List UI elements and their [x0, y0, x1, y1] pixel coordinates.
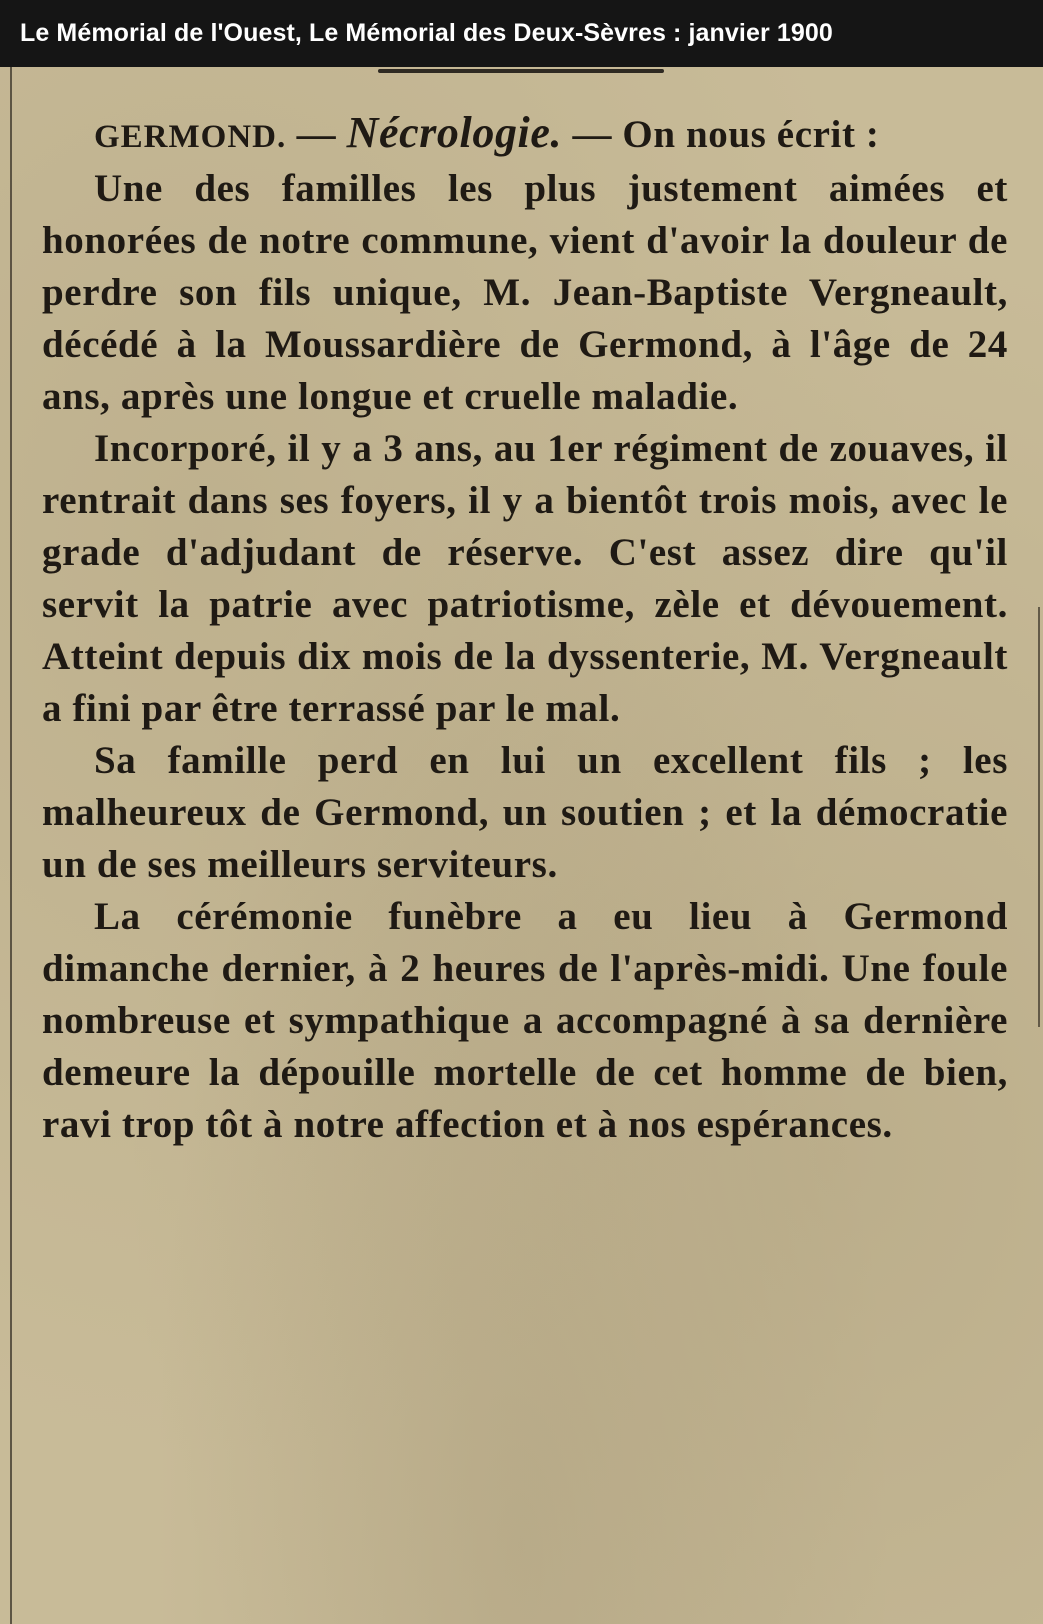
title-bar — [0, 0, 1043, 67]
paragraph-3: Sa famille perd en lui un excellent fils ; les malheureux de Germond, un soutien ; et la démocratie un de ses meilleurs serviteurs. — [42, 739, 1008, 886]
newspaper-clipping — [0, 67, 1043, 1624]
paragraph-2: Incorporé, il y a 3 ans, au 1er régiment de zouaves, il rentrait dans ses foyers, il y a bientôt trois mois, avec le grade d'adjudant de réserve. C'est assez dire qu'il servit la patrie avec patriotisme, zèle et dévouement. Atteint depuis dix mois de la dyssenterie, M. Vergneault a fini par être terrassé par le mal. — [42, 427, 1008, 730]
column-rule-right — [1038, 607, 1040, 1027]
dateline: GERMOND. — [94, 119, 287, 155]
paragraph-1: Une des familles les plus justement aimées et honorées de notre commune, vient d'avoir la douleur de perdre son fils unique, M. Jean-Baptiste Vergneault, décédé à la Moussardière de Germond, à l'âge de 24 ans, après une longue et cruelle maladie. — [42, 167, 1008, 418]
lead-in: — On nous écrit : — [562, 113, 880, 156]
document-title: Le Mémorial de l'Ouest, Le Mémorial des Deux-Sèvres : janvier 1900 — [20, 19, 833, 47]
rubric: Nécrologie. — [346, 108, 563, 157]
article-headline — [42, 107, 1008, 163]
obituary-article — [42, 107, 1008, 1151]
paragraph-4: La cérémonie funèbre a eu lieu à Germond dimanche dernier, à 2 heures de l'après-midi. Une foule nombreuse et sympathique a accompagné à sa dernière demeure la dépouille mortelle de cet homme de bien, ravi trop tôt à notre affection et à nos espérances. — [42, 895, 1008, 1146]
column-rule-ornament — [378, 69, 664, 73]
headline-dash: — — [286, 113, 347, 156]
column-rule-left — [10, 67, 12, 1624]
